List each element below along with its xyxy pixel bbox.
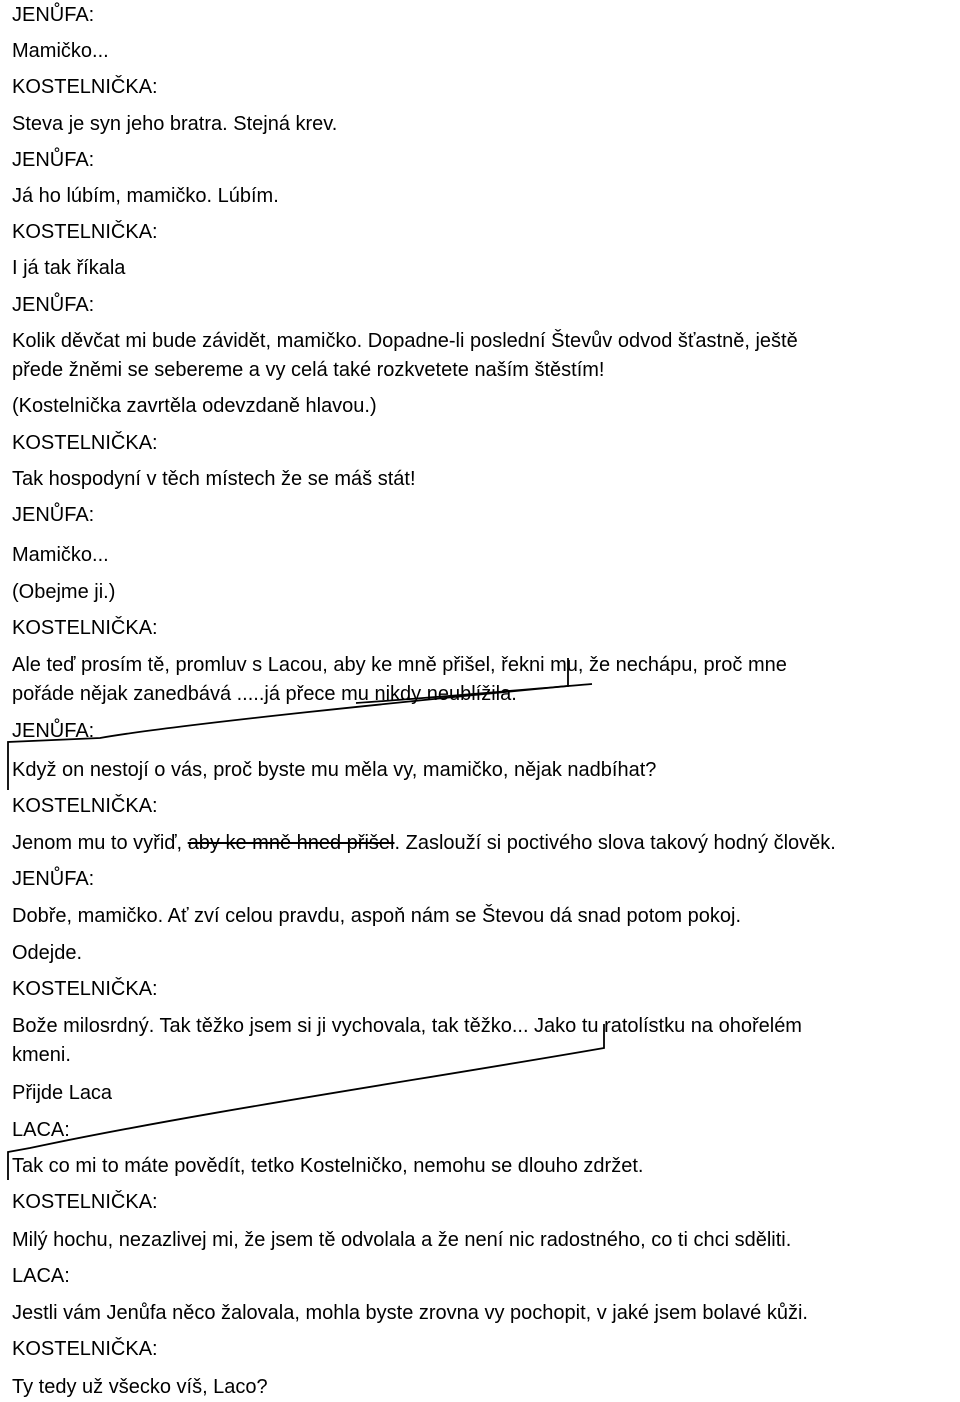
speaker-label: JENŮFA:: [12, 294, 95, 316]
stage-direction: (Obejme ji.): [12, 581, 116, 603]
dialogue-line: Bože milosrdný. Tak těžko jsem si ji vychovala, tak těžko... Jako tu ratolístku na ohořelém: [12, 1015, 802, 1037]
speaker-label: JENŮFA:: [12, 149, 95, 171]
dialogue-line: I já tak říkala: [12, 257, 126, 279]
dialogue-paragraph: [12, 1016, 802, 1065]
speaker-label: KOSTELNIČKA:: [12, 1338, 158, 1360]
dialogue-line: kmeni.: [12, 1044, 71, 1066]
speaker-label: KOSTELNIČKA:: [12, 617, 158, 639]
dialogue-line: [12, 833, 836, 853]
speaker-label: LACA:: [12, 1265, 70, 1287]
dialogue-line: Mamičko...: [12, 544, 109, 566]
dialogue-line: Dobře, mamičko. Ať zví celou pravdu, aspoň nám se Števou dá snad potom pokoj.: [12, 905, 742, 927]
handwritten-strikethrough-text: já přece mu nikdy neublížila.: [264, 683, 517, 705]
stage-direction: Přijde Laca: [12, 1082, 113, 1104]
speaker-label: KOSTELNIČKA:: [12, 1191, 158, 1213]
stage-direction: Odejde.: [12, 942, 83, 964]
dialogue-line: Tak co mi to máte povědít, tetko Kostelničko, nemohu se dlouho zdržet.: [12, 1155, 644, 1177]
dialogue-line: Milý hochu, nezazlivej mi, že jsem tě odvolala a že není nic radostného, co ti chci sděliti.: [12, 1229, 792, 1251]
speaker-label: LACA:: [12, 1119, 70, 1141]
speaker-label: JENŮFA:: [12, 504, 95, 526]
dialogue-line: Když on nestojí o vás, proč byste mu měla vy, mamičko, nějak nadbíhat?: [12, 759, 657, 781]
dialogue-text: . Zaslouží si poctivého slova takový hodný člověk.: [394, 832, 836, 854]
dialogue-line: přede žněmi se sebereme a vy celá také rozkvetete naším štěstím!: [12, 359, 605, 381]
dialogue-line: Ty tedy už všecko víš, Laco?: [12, 1376, 268, 1398]
speaker-label: KOSTELNIČKA:: [12, 221, 158, 243]
dialogue-line: Tak hospodyní v těch místech že se máš stát!: [12, 468, 416, 490]
dialogue-line: Steva je syn jeho bratra. Stejná krev.: [12, 113, 338, 135]
dialogue-paragraph: [12, 331, 798, 380]
dialogue-line: Jestli vám Jenůfa něco žalovala, mohla byste zrovna vy pochopit, v jaké jsem bolavé kůži.: [12, 1302, 808, 1324]
speaker-label: KOSTELNIČKA:: [12, 978, 158, 1000]
dialogue-text: Jenom mu to vyřiď,: [12, 832, 188, 854]
dialogue-line: Ale teď prosím tě, promluv s Lacou, aby ke mně přišel, řekni mu, že nechápu, proč mne: [12, 654, 787, 676]
dialogue-paragraph: [12, 655, 787, 704]
speaker-label: KOSTELNIČKA:: [12, 795, 158, 817]
dialogue-line: [12, 684, 787, 704]
dialogue-text: pořáde nějak zanedbává .....: [12, 683, 265, 705]
speaker-label: JENŮFA:: [12, 720, 95, 742]
dialogue-line: Kolik děvčat mi bude závidět, mamičko. Dopadne-li poslední Števův odvod šťastně, ještě: [12, 330, 798, 352]
speaker-label: KOSTELNIČKA:: [12, 432, 158, 454]
speaker-label: KOSTELNIČKA:: [12, 76, 158, 98]
speaker-label: JENŮFA:: [12, 868, 95, 890]
speaker-label: JENŮFA:: [12, 4, 95, 26]
dialogue-line: Mamičko...: [12, 40, 109, 62]
stage-direction: (Kostelnička zavrtěla odevzdaně hlavou.): [12, 395, 377, 417]
struck-through-text: aby ke mně hned přišel: [187, 832, 395, 854]
dialogue-line: Já ho lúbím, mamičko. Lúbím.: [12, 185, 279, 207]
